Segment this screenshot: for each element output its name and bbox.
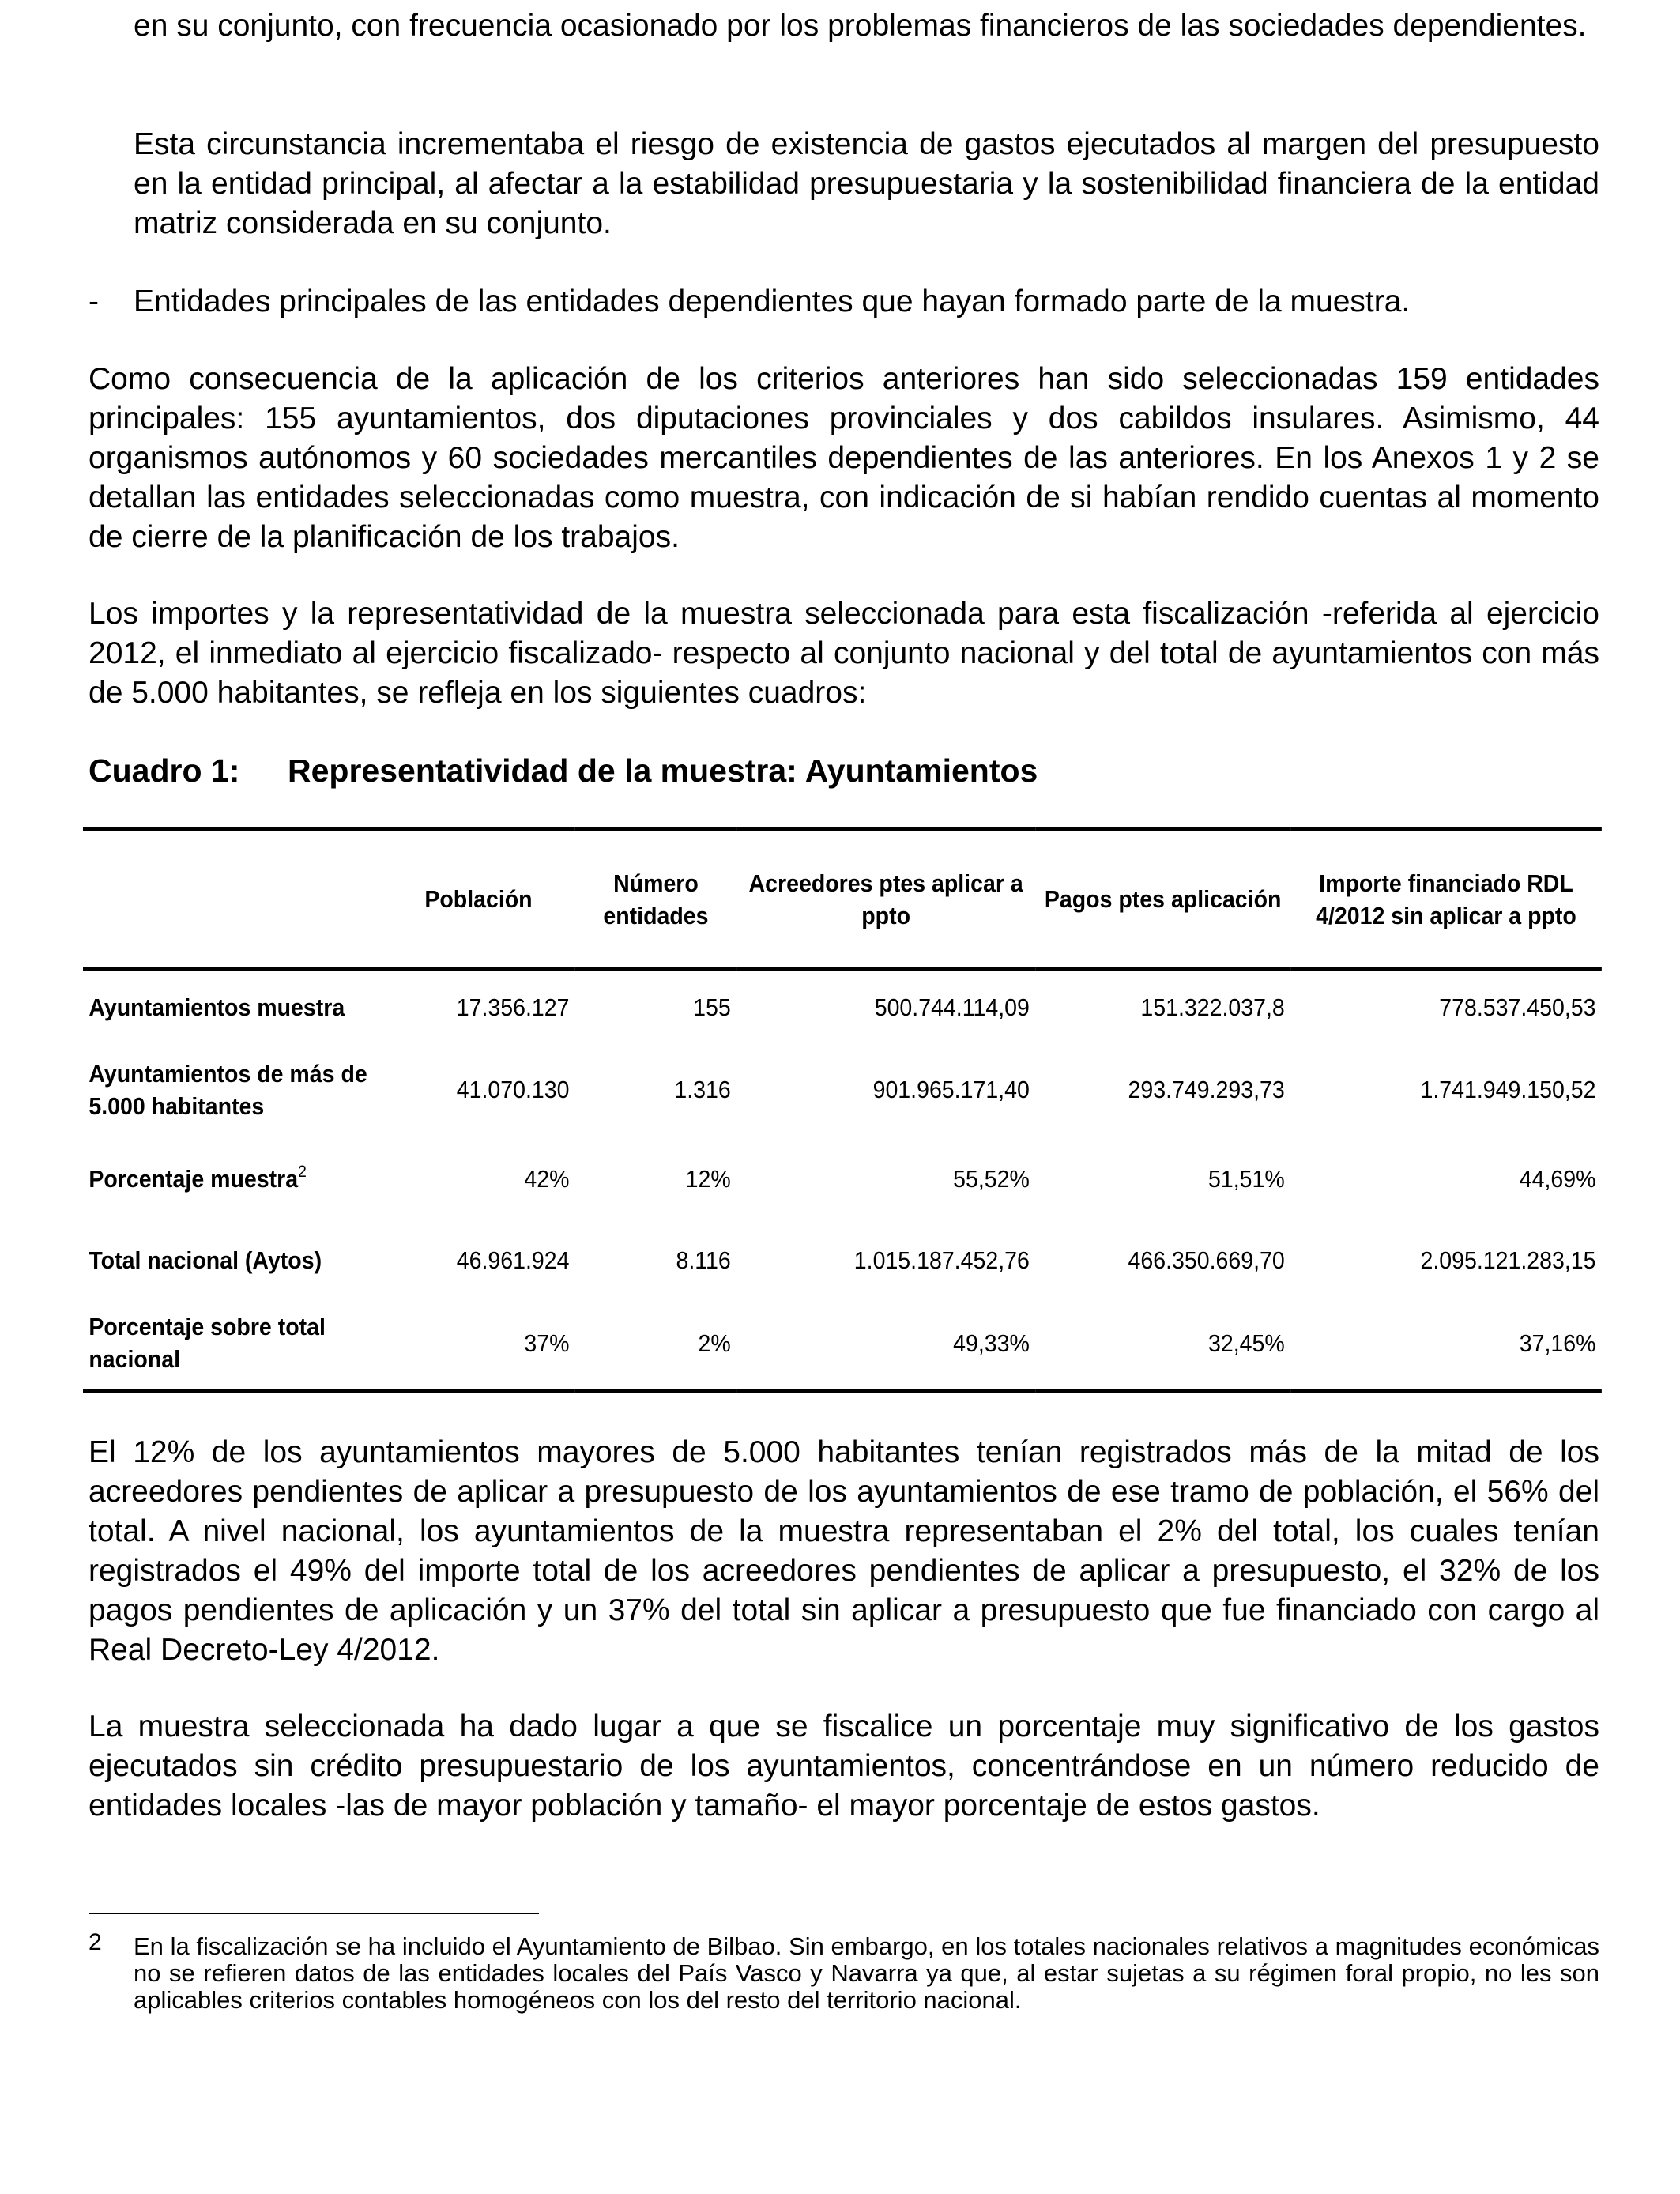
paragraph-continuation: en su conjunto, con frecuencia ocasionado por los problemas financieros de las sociedades dependientes. <box>134 9 1587 43</box>
row-label: Total nacional (Aytos) <box>89 1246 322 1274</box>
paragraph-analysis: El 12% de los ayuntamientos mayores de 5.000 habitantes tenían registrados más de la mitad de los acreedores pendientes de aplicar a presupuesto de los ayuntamientos de ese tramo de población, el 56% del total. A nivel nacional, los ayuntamientos de la muestra representaban el 2% del total, los cuales tenían registrados el 49% del importe total de los acreedores pendientes de aplicar a presupuesto, el 32% de los pagos pendientes de aplicación y un 37% del total sin aplicar a presupuesto que fue financiado con cargo al Real Decreto-Ley 4/2012. <box>89 1435 1599 1667</box>
cell-poblacion: 46.961.924 <box>456 1246 570 1274</box>
paragraph-circunstancia: Esta circunstancia incrementaba el riesgo de existencia de gastos ejecutados al margen del presupuesto en la entidad principal, al afectar a la estabilidad presupuestaria y la sostenibilidad financiera de la entidad matriz considerada en su conjunto. <box>134 127 1599 240</box>
cell-numero-entidades: 1.316 <box>674 1076 731 1103</box>
cell-importe-financiado: 1.741.949.150,52 <box>1420 1076 1596 1103</box>
header-empty <box>83 830 382 969</box>
cell-acreedores: 1.015.187.452,76 <box>853 1246 1030 1274</box>
cell-acreedores: 901.965.171,40 <box>872 1076 1030 1103</box>
table-row <box>83 1045 1602 1135</box>
paragraph-conclusion: La muestra seleccionada ha dado lugar a que se fiscalice un porcentaje muy significativo de los gastos ejecutados sin crédito presupuestario de los ayuntamientos, concentrándose en un número reducido de entidades locales -las de mayor población y tamaño- el mayor porcentaje de estos gastos. <box>89 1710 1599 1823</box>
footnote-reference: 2 <box>298 1163 307 1181</box>
cell-acreedores: 500.744.114,09 <box>874 993 1030 1022</box>
cell-acreedores: 55,52% <box>953 1165 1030 1193</box>
cell-pagos: 32,45% <box>1208 1329 1285 1357</box>
cell-poblacion: 37% <box>524 1329 570 1357</box>
cell-numero-entidades: 12% <box>685 1165 731 1193</box>
cell-pagos: 466.350.669,70 <box>1128 1246 1285 1274</box>
row-label: Ayuntamientos de más de 5.000 habitantes <box>89 1059 367 1120</box>
cell-pagos: 51,51% <box>1208 1165 1285 1193</box>
cell-importe-financiado: 37,16% <box>1519 1329 1596 1357</box>
header-acreedores: Acreedores ptes aplicar a ppto <box>748 869 1023 929</box>
row-label: Ayuntamientos muestra <box>89 993 345 1022</box>
cell-poblacion: 17.356.127 <box>456 993 570 1022</box>
representativity-table <box>83 827 1602 1393</box>
cell-poblacion: 41.070.130 <box>456 1076 570 1103</box>
header-importe-financiado: Importe financiado RDL 4/2012 sin aplicar a ppto <box>1316 869 1576 929</box>
cell-importe-financiado: 2.095.121.283,15 <box>1420 1246 1596 1274</box>
row-label: Porcentaje sobre total nacional <box>89 1313 326 1374</box>
cell-pagos: 151.322.037,8 <box>1140 993 1285 1022</box>
cell-pagos: 293.749.293,73 <box>1128 1076 1285 1103</box>
cell-poblacion: 42% <box>524 1165 570 1193</box>
table-row <box>83 969 1602 1045</box>
table-row <box>83 1135 1602 1223</box>
bullet-item: Entidades principales de las entidades dependientes que hayan formado parte de la muestra. <box>134 285 1411 319</box>
table-row <box>83 1298 1602 1391</box>
table-caption <box>89 751 1038 790</box>
row-label: Porcentaje muestra$^2$ <box>89 1163 307 1193</box>
cell-numero-entidades: 155 <box>693 993 731 1022</box>
table-header-row <box>83 830 1602 969</box>
table-caption-label: Cuadro 1: <box>89 752 240 789</box>
paragraph-importes: Los importes y la representatividad de la muestra seleccionada para esta fiscalización -referida al ejercicio 2012, el inmediato al ejercicio fiscalizado- respecto al conjunto nacional y del total de ayuntamientos con más de 5.000 habitantes, se refleja en los siguientes cuadros: <box>89 597 1599 710</box>
cell-importe-financiado: 44,69% <box>1519 1165 1596 1193</box>
table-caption-title: Representatividad de la muestra: Ayuntamientos <box>288 752 1038 789</box>
footnote-mark: 2 <box>89 1929 102 1955</box>
cell-acreedores: 49,33% <box>953 1329 1030 1357</box>
paragraph-consecuencia: Como consecuencia de la aplicación de los criterios anteriores han sido seleccionadas 159 entidades principales: 155 ayuntamientos, dos diputaciones provinciales y dos cabildos insulares. Asimismo, 44 organismos autónomos y 60 sociedades mercantiles dependientes de las anteriores. En los Anexos 1 y 2 se detallan las entidades seleccionadas como muestra, con indicación de si habían rendido cuentas al momento de cierre de la planificación de los trabajos. <box>89 362 1599 554</box>
bullet-dash: - <box>89 285 99 319</box>
table-row <box>83 1223 1602 1298</box>
cell-numero-entidades: 8.116 <box>676 1246 731 1274</box>
cell-numero-entidades: 2% <box>698 1329 731 1357</box>
header-poblacion: Población <box>424 885 533 913</box>
footnote-text: En la fiscalización se ha incluido el Ayuntamiento de Bilbao. Sin embargo, en los totales nacionales relativos a magnitudes económicas no se refieren datos de las entidades locales del País Vasco y Navarra ya que, al estar sujetas a su régimen foral propio, no les son aplicables criterios contables homogéneos con los del resto del territorio nacional. <box>134 1932 1599 2014</box>
header-numero-entidades: Número entidades <box>603 869 709 929</box>
header-pagos: Pagos ptes aplicación <box>1044 885 1282 913</box>
cell-importe-financiado: 778.537.450,53 <box>1439 993 1596 1022</box>
footnote-separator <box>89 1913 539 1914</box>
